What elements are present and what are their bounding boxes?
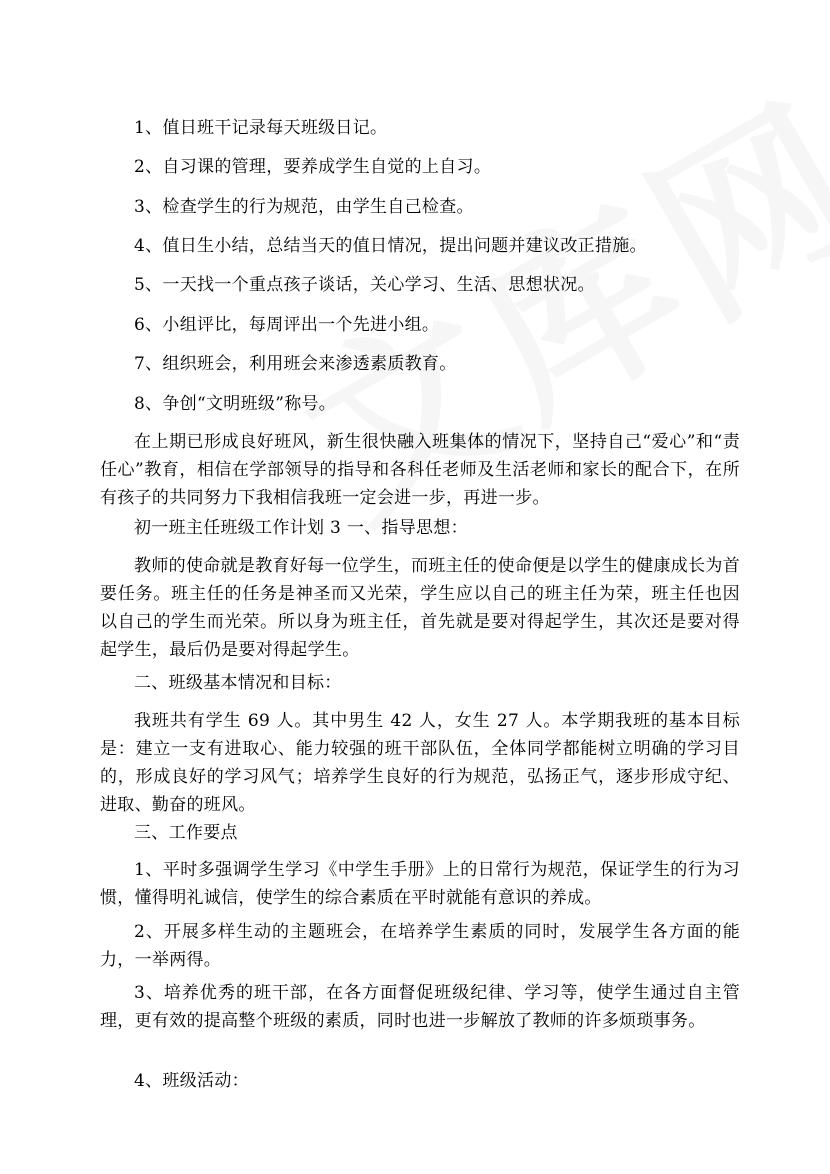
paragraph-work-point-3: 3、培养优秀的班干部，在各方面督促班级纪律、学习等，使学生通过自主管理，更有效的提高整个班级的素质，同时也进一步解放了教师的许多烦琐事务。: [100, 983, 740, 1031]
section-heading-work-points: 三、工作要点: [134, 823, 238, 843]
paragraph-class-basics: 我班共有学生 69 人。其中男生 42 人，女生 27 人。本学期我班的基本目标是：建立一支有进取心、能力较强的班干部队伍，全体同学都能树立明确的学习目的，形成良好的学习风气；培养学生良好的行为规范，弘扬正气，逐步形成守纪、进取、勤奋的班风。: [100, 711, 740, 815]
paragraph-7: 7、组织班会，利用班会来渗透素质教育。: [134, 354, 457, 374]
paragraph-3: 3、检查学生的行为规范，由学生自己检查。: [134, 197, 474, 217]
paragraph-4: 4、值日生小结，总结当天的值日情况，提出问题并建议改正措施。: [134, 236, 647, 256]
paragraph-1: 1、值日班干记录每天班级日记。: [134, 118, 388, 138]
paragraph-5: 5、一天找一个重点孩子谈话，关心学习、生活、思想状况。: [134, 275, 595, 295]
section-heading-class-basics: 二、班级基本情况和目标：: [134, 673, 342, 693]
paragraph-work-point-2: 2、开展多样生动的主题班会，在培养学生素质的同时，发展学生各方面的能力，一举两得。: [100, 922, 740, 970]
paragraph-2: 2、自习课的管理，要养成学生自觉的上自习。: [134, 157, 492, 177]
paragraph-8: 8、争创“文明班级”称号。: [134, 394, 337, 414]
section-heading-plan3: 初一班主任班级工作计划 3 一、指导思想：: [134, 518, 468, 538]
paragraph-summary: 在上期已形成良好班风，新生很快融入班集体的情况下，坚持自己“爱心”和“责任心”教育，相信在学部领导的指导和各科任老师及生活老师和家长的配合下，在所有孩子的共同努力下我相信我班一定会进一步，再进一步。: [100, 432, 740, 508]
paragraph-work-point-1: 1、平时多强调学生学习《中学生手册》上的日常行为规范，保证学生的行为习惯，懂得明礼诚信，使学生的综合素质在平时就能有意识的养成。: [100, 860, 740, 908]
paragraph-6: 6、小组评比，每周评出一个先进小组。: [134, 315, 440, 335]
paragraph-work-point-4: 4、班级活动：: [134, 1071, 249, 1091]
paragraph-guiding-thought: 教师的使命就是教育好每一位学生，而班主任的使命便是以学生的健康成长为首要任务。班主任的任务是神圣而又光荣，学生应以自己的班主任为荣，班主任也因以自己的学生而光荣。所以身为班主任，首先就是要对得起学生，其次还是要对得起学生，最后仍是要对得起学生。: [100, 556, 740, 660]
